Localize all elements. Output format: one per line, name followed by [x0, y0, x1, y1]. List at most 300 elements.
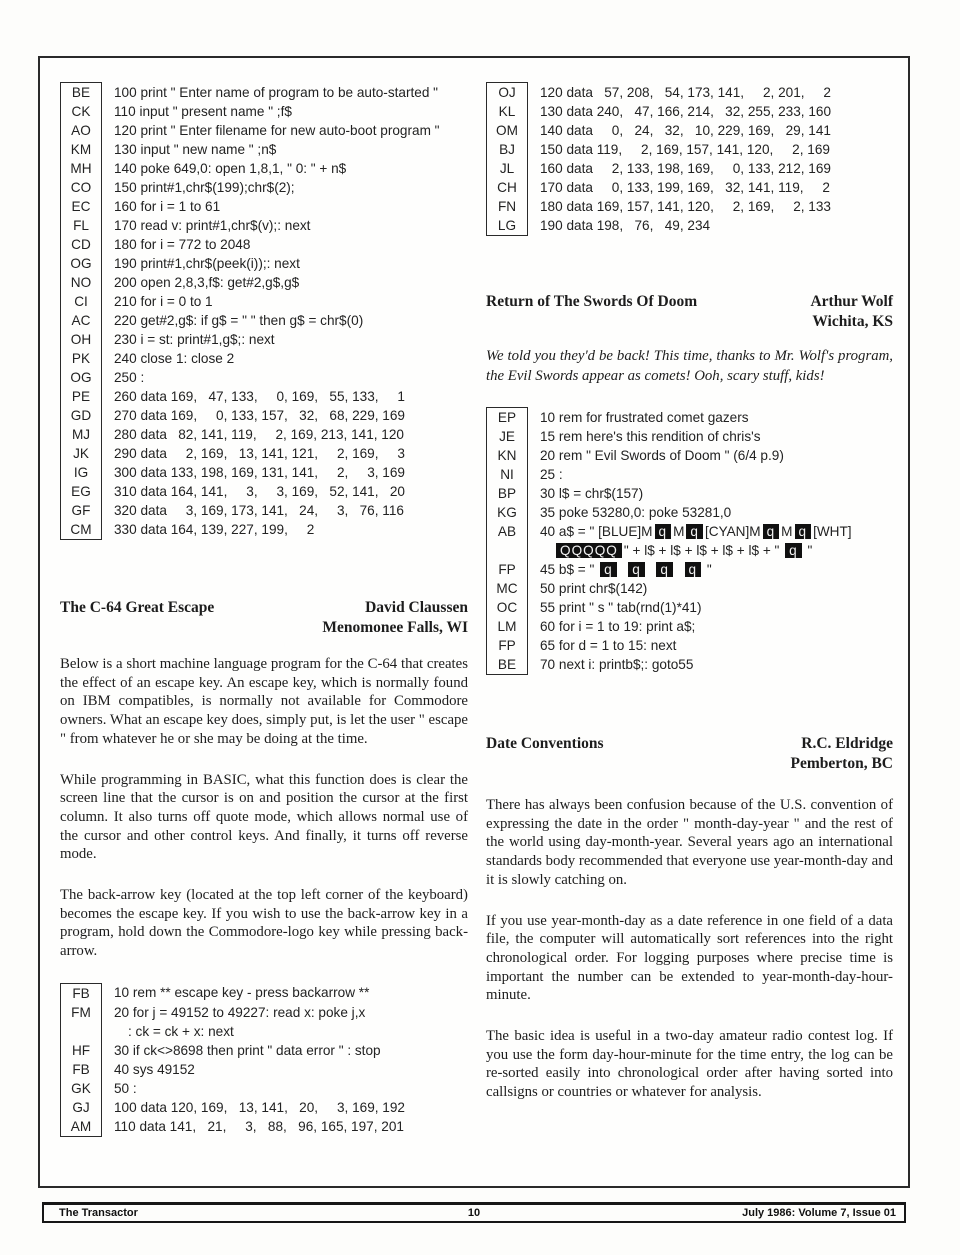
- listing-line-text: [102, 425, 441, 444]
- listing-row: [61, 1060, 406, 1079]
- checksum-code: OM: [487, 121, 528, 140]
- checksum-code: OH: [61, 330, 102, 349]
- listing-line-text: [528, 636, 853, 655]
- listing-row: [61, 311, 441, 330]
- checksum-code: OG: [61, 368, 102, 387]
- checksum-code: OJ: [487, 83, 528, 103]
- listing-line: [114, 254, 440, 273]
- listing-row: [61, 406, 441, 425]
- listing-line-text: [528, 655, 853, 675]
- listing-line: [114, 1079, 405, 1098]
- author-name: David Claussen: [365, 599, 468, 616]
- code-text: 150 print#1,chr$(199);chr$(2);: [114, 180, 295, 195]
- listing-line: [114, 1098, 405, 1117]
- code-text: 200 open 2,8,3,f$: get#2,g$,g$: [114, 275, 300, 290]
- checksum-code: EC: [61, 197, 102, 216]
- listing-line-text: [102, 216, 441, 235]
- reverse-video-character: q: [655, 524, 672, 539]
- code-text: 10 rem ** escape key - press backarrow **: [114, 985, 370, 1001]
- checksum-code: FB: [61, 983, 102, 1003]
- listing-line-text: [528, 83, 832, 103]
- checksum-code: CO: [61, 178, 102, 197]
- listing-row: [487, 522, 853, 560]
- checksum-code: BE: [487, 655, 528, 675]
- listing-line-text: [102, 520, 441, 540]
- checksum-code: FM: [61, 1003, 102, 1041]
- listing-line-text: [102, 1098, 406, 1117]
- paragraph: Below is a short machine language program for the C-64 that creates the effect of an escape key. An escape key, which is normally found on IBM compatibles, is normally not available for Commodore owners. What an escape key does, simply put, is let the user " escape " from whatever he or she may be doing at the time.: [60, 656, 468, 747]
- listing-line-text: [528, 446, 853, 465]
- code-text: ": [803, 543, 813, 558]
- listing-line-text: [102, 273, 441, 292]
- listing-row: [487, 83, 832, 103]
- listing-row: [61, 254, 441, 273]
- listing-row: [487, 427, 853, 446]
- code-text: 160 for i = 1 to 61: [114, 199, 221, 214]
- checksum-code: CH: [487, 178, 528, 197]
- checksum-code: BP: [487, 484, 528, 503]
- listing-row: [61, 501, 441, 520]
- listing-line-text: [102, 501, 441, 520]
- listing-line: [114, 273, 440, 292]
- article-intro-italic: We told you they'd be back! This time, thanks to Mr. Wolf's program, the Evil Swords appear as comets! Ooh, scary stuff, kids!: [486, 348, 893, 384]
- listing-wrapped-line: [540, 541, 852, 560]
- listing-row: [61, 463, 441, 482]
- listing-line: [540, 522, 852, 541]
- listing-line-text: [102, 1060, 406, 1079]
- code-text: 55 print " s " tab(rnd(1)*41): [540, 600, 702, 615]
- code-text: 130 input " new name " ;n$: [114, 142, 277, 157]
- listing-line-text: [528, 598, 853, 617]
- listing-row: [61, 482, 441, 501]
- listing-line: [540, 617, 852, 636]
- listing-line: [540, 178, 831, 197]
- checksum-code: GK: [61, 1079, 102, 1098]
- checksum-code: FP: [487, 636, 528, 655]
- listing-row: [487, 140, 832, 159]
- listing-row: [487, 121, 832, 140]
- listing-line: [540, 484, 852, 503]
- checksum-code: MJ: [61, 425, 102, 444]
- code-text: 65 for d = 1 to 15: next: [540, 638, 677, 653]
- listing-line: [114, 425, 440, 444]
- code-text: 310 data 164, 141, 3, 3, 169, 52, 141, 20: [114, 484, 405, 499]
- checksum-code: MC: [487, 579, 528, 598]
- listing-row: [487, 408, 853, 428]
- article-header-date-conventions: [486, 734, 893, 774]
- listing-line-text: [102, 1079, 406, 1098]
- listing-row: [61, 368, 441, 387]
- listing-line-text: [528, 465, 853, 484]
- code-text: 150 data 119, 2, 169, 157, 141, 120, 2, 169: [540, 142, 830, 157]
- listing-row: [61, 273, 441, 292]
- code-text: M: [781, 524, 793, 539]
- listing-line-text: [102, 159, 441, 178]
- checksum-code: JE: [487, 427, 528, 446]
- article-author: [322, 598, 468, 638]
- listing-line-text: [528, 617, 853, 636]
- reverse-video-character: q: [795, 524, 812, 539]
- checksum-code: CM: [61, 520, 102, 540]
- code-text: 320 data 3, 169, 173, 141, 24, 3, 76, 116: [114, 503, 404, 518]
- program-listing-autoboot: [60, 82, 441, 540]
- checksum-code: IG: [61, 463, 102, 482]
- listing-line: [114, 387, 440, 406]
- listing-row: [487, 465, 853, 484]
- listing-line-text: [528, 102, 832, 121]
- listing-line-text: [102, 349, 441, 368]
- listing-line-text: [102, 178, 441, 197]
- checksum-code: FP: [487, 560, 528, 579]
- code-text: 190 data 198, 76, 49, 234: [540, 218, 711, 233]
- code-text: 110 input " present name " ;f$: [114, 104, 292, 119]
- code-text: 280 data 82, 141, 119, 2, 169, 213, 141, 120: [114, 427, 404, 442]
- listing-line-text: [102, 387, 441, 406]
- checksum-code: FB: [61, 1060, 102, 1079]
- checksum-code: FN: [487, 197, 528, 216]
- listing-row: [61, 387, 441, 406]
- code-text: 290 data 2, 169, 13, 141, 121, 2, 169, 3: [114, 446, 405, 461]
- listing-line-text: [102, 463, 441, 482]
- code-text: 30 if ck<>8698 then print " data error " : stop: [114, 1042, 381, 1058]
- checksum-code: KG: [487, 503, 528, 522]
- listing-line: [114, 501, 440, 520]
- code-text: 35 poke 53280,0: poke 53281,0: [540, 505, 732, 520]
- reverse-video-character: q: [685, 562, 702, 577]
- code-text: " + l$ + l$ + l$ + l$ + l$ + ": [623, 543, 784, 558]
- checksum-code: MH: [61, 159, 102, 178]
- listing-row: [61, 425, 441, 444]
- listing-line: [540, 197, 831, 216]
- listing-line-text: [102, 330, 441, 349]
- listing-line: [540, 427, 852, 446]
- code-text: M: [673, 524, 685, 539]
- listing-row: [487, 216, 832, 236]
- listing-line: [114, 444, 440, 463]
- checksum-code: AM: [61, 1117, 102, 1137]
- listing-row: [61, 102, 441, 121]
- code-text: 30 l$ = chr$(157): [540, 486, 644, 501]
- code-text: 250 :: [114, 370, 145, 385]
- checksum-code: KL: [487, 102, 528, 121]
- code-text: 330 data 164, 139, 227, 199, 2: [114, 522, 315, 537]
- listing-line: [114, 292, 440, 311]
- checksum-code: PK: [61, 349, 102, 368]
- code-text: 170 read v: print#1,chr$(v);: next: [114, 218, 311, 233]
- author-location: Wichita, KS: [812, 313, 893, 330]
- listing-line-text: [528, 178, 832, 197]
- article-author: [810, 292, 893, 332]
- listing-line-text: [528, 484, 853, 503]
- listing-line: [540, 446, 852, 465]
- code-text: ": [703, 562, 712, 577]
- listing-row: [61, 178, 441, 197]
- listing-line-text: [528, 140, 832, 159]
- listing-line-text: [528, 560, 853, 579]
- checksum-code: GD: [61, 406, 102, 425]
- listing-row: [61, 197, 441, 216]
- checksum-code: CD: [61, 235, 102, 254]
- listing-line: [540, 465, 852, 484]
- listing-line: [114, 197, 440, 216]
- checksum-code: KM: [61, 140, 102, 159]
- reverse-video-character: q: [600, 562, 617, 577]
- listing-line-text: [528, 427, 853, 446]
- listing-line: [114, 159, 440, 178]
- reverse-video-character: q: [763, 524, 780, 539]
- listing-row: [61, 520, 441, 540]
- listing-row: [487, 503, 853, 522]
- listing-line: [114, 1117, 406, 1136]
- listing-line: [540, 598, 852, 617]
- listing-row: [61, 1003, 406, 1041]
- checksum-code: GF: [61, 501, 102, 520]
- article-author: [791, 734, 893, 774]
- listing-line: [114, 1003, 405, 1022]
- listing-line-text: [102, 406, 441, 425]
- checksum-code: BE: [61, 83, 102, 103]
- footer-page-number: 10: [467, 1207, 481, 1219]
- checksum-code: BJ: [487, 140, 528, 159]
- checksum-code: EP: [487, 408, 528, 428]
- listing-line: [114, 83, 440, 102]
- listing-row: [61, 330, 441, 349]
- checksum-code: EG: [61, 482, 102, 501]
- program-listing-evil-swords: [486, 407, 853, 675]
- reverse-video-character: q: [628, 562, 645, 577]
- listing-line-text: [102, 83, 441, 103]
- checksum-code: CK: [61, 102, 102, 121]
- code-text: 120 data 57, 208, 54, 173, 141, 2, 201, 2: [540, 84, 831, 100]
- code-text: 270 data 169, 0, 133, 157, 32, 68, 229, 169: [114, 408, 405, 423]
- program-listing-escape-key: [60, 983, 406, 1137]
- checksum-code: JK: [61, 444, 102, 463]
- listing-row: [487, 484, 853, 503]
- code-text: [CYAN]M: [704, 524, 761, 539]
- listing-line-text: [528, 216, 832, 236]
- article-body-date-conventions: [486, 796, 893, 1102]
- code-text: 210 for i = 0 to 1: [114, 294, 213, 309]
- listing-line: [114, 406, 440, 425]
- code-text: 130 data 240, 47, 166, 214, 32, 255, 233, 160: [540, 104, 831, 119]
- code-text: 180 data 169, 157, 141, 120, 2, 169, 2, 133: [540, 199, 831, 214]
- listing-line: [114, 330, 440, 349]
- footer-issue: July 1986: Volume 7, Issue 01: [742, 1207, 896, 1219]
- code-text: 180 for i = 772 to 2048: [114, 237, 251, 252]
- listing-row: [487, 159, 832, 178]
- code-text: 100 print " Enter name of program to be auto-started ": [114, 84, 438, 100]
- listing-line: [540, 408, 852, 427]
- listing-line: [114, 463, 440, 482]
- listing-line: [540, 159, 831, 178]
- listing-row: [487, 446, 853, 465]
- article-body-great-escape: [60, 655, 468, 961]
- listing-row: [61, 83, 441, 103]
- listing-line-text: [102, 197, 441, 216]
- listing-row: [487, 178, 832, 197]
- code-text: 140 poke 649,0: open 1,8,1, " 0: " + n$: [114, 161, 347, 176]
- listing-line-text: [102, 102, 441, 121]
- listing-row: [487, 617, 853, 636]
- code-text: 20 for j = 49152 to 49227: read x: poke j,x: [114, 1004, 366, 1020]
- listing-row: [61, 444, 441, 463]
- listing-line: [540, 503, 852, 522]
- code-text: 50 print chr$(142): [540, 581, 648, 596]
- code-text: 25 :: [540, 467, 563, 482]
- listing-line: [540, 121, 831, 140]
- listing-row: [61, 983, 406, 1003]
- listing-row: [487, 598, 853, 617]
- checksum-code: OG: [61, 254, 102, 273]
- listing-row: [61, 1117, 406, 1137]
- listing-row: [487, 636, 853, 655]
- checksum-code: KN: [487, 446, 528, 465]
- listing-line: [540, 216, 832, 235]
- article-title: Date Conventions: [486, 735, 604, 752]
- listing-line: [540, 83, 831, 102]
- author-name: Arthur Wolf: [810, 293, 893, 310]
- code-text: 45 b$ = ": [540, 562, 599, 577]
- listing-wrapped-line: [114, 1022, 405, 1041]
- footer-bar: [42, 1202, 906, 1223]
- code-text: 230 i = st: print#1,g$;: next: [114, 332, 275, 347]
- listing-line: [114, 140, 440, 159]
- code-text: 40 sys 49152: [114, 1061, 195, 1077]
- checksum-code: JL: [487, 159, 528, 178]
- listing-row: [61, 235, 441, 254]
- checksum-code: AB: [487, 522, 528, 560]
- right-column: [486, 82, 893, 1124]
- checksum-code: NI: [487, 465, 528, 484]
- paragraph: There has always been confusion because of the U.S. convention of expressing the date in the order " month-day-year " and the rest of the world using day-month-year. Several years ago an international standards body recommended that everyone use year-month-day and it is slowly catching on.: [486, 797, 893, 888]
- code-text: 190 print#1,chr$(peek(i));: next: [114, 256, 300, 271]
- paragraph: If you use year-month-day as a date reference in one field of a data file, the computer will automatically sort references into the right chronological order. For logging purposes where precise time is important the number can be extended to year-month-day-hour-minute.: [486, 912, 893, 1004]
- listing-line: [114, 1060, 405, 1079]
- listing-line-text: [528, 408, 853, 428]
- code-text: [619, 562, 627, 577]
- code-text: 10 rem for frustrated comet gazers: [540, 409, 749, 425]
- listing-row: [61, 1079, 406, 1098]
- listing-row: [61, 1041, 406, 1060]
- checksum-code: LM: [487, 617, 528, 636]
- listing-line-text: [102, 1041, 406, 1060]
- listing-line-text: [102, 140, 441, 159]
- listing-line-text: [102, 444, 441, 463]
- reverse-video-character: q: [656, 562, 673, 577]
- listing-line: [114, 178, 440, 197]
- listing-line-text: [102, 368, 441, 387]
- code-text: 300 data 133, 198, 169, 131, 141, 2, 3, 169: [114, 465, 405, 480]
- listing-line-text: [102, 311, 441, 330]
- checksum-code: PE: [61, 387, 102, 406]
- listing-line-text: [528, 197, 832, 216]
- listing-row: [61, 292, 441, 311]
- article-header-great-escape: [60, 598, 468, 638]
- listing-line-text: [102, 292, 441, 311]
- code-text: 160 data 2, 133, 198, 169, 0, 133, 212, 169: [540, 161, 831, 176]
- author-name: R.C. Eldridge: [801, 735, 893, 752]
- listing-line: [540, 655, 852, 674]
- code-text: 260 data 169, 47, 133, 0, 169, 55, 133, 1: [114, 389, 405, 404]
- code-text: 60 for i = 1 to 19: print a$;: [540, 619, 696, 634]
- article-header-swords-of-doom: [486, 292, 893, 332]
- code-text: 140 data 0, 24, 32, 10, 229, 169, 29, 141: [540, 123, 831, 138]
- listing-row: [61, 121, 441, 140]
- code-text: 100 data 120, 169, 13, 141, 20, 3, 169, 192: [114, 1099, 405, 1115]
- left-column: [60, 82, 468, 1137]
- checksum-code: FL: [61, 216, 102, 235]
- listing-row: [487, 579, 853, 598]
- listing-row: [61, 1098, 406, 1117]
- listing-line: [114, 368, 440, 387]
- listing-line: [114, 349, 440, 368]
- reverse-video-character: q: [785, 543, 802, 558]
- listing-line: [114, 235, 440, 254]
- code-text: 120 print " Enter filename for new auto-boot program ": [114, 123, 440, 138]
- code-text: 220 get#2,g$: if g$ = " " then g$ = chr$(0): [114, 313, 364, 328]
- listing-line-text: [102, 254, 441, 273]
- listing-row: [61, 159, 441, 178]
- code-text: 20 rem " Evil Swords of Doom " (6/4 p.9): [540, 448, 784, 463]
- code-text: 240 close 1: close 2: [114, 351, 235, 366]
- checksum-code: HF: [61, 1041, 102, 1060]
- code-text: : ck = ck + x: next: [128, 1023, 234, 1039]
- article-title: The C-64 Great Escape: [60, 599, 215, 616]
- listing-line: [540, 579, 852, 598]
- listing-line: [114, 520, 440, 539]
- checksum-code: AO: [61, 121, 102, 140]
- checksum-code: NO: [61, 273, 102, 292]
- listing-line: [114, 121, 440, 140]
- code-text: [WHT]: [813, 524, 852, 539]
- code-text: 50 :: [114, 1080, 137, 1096]
- checksum-code: GJ: [61, 1098, 102, 1117]
- program-listing-data-continued: [486, 82, 832, 236]
- listing-row: [61, 140, 441, 159]
- listing-row: [61, 216, 441, 235]
- article-title: Return of The Swords Of Doom: [486, 293, 698, 310]
- listing-row: [487, 560, 853, 579]
- author-location: Menomonee Falls, WI: [322, 619, 468, 636]
- listing-line-text: [102, 1117, 406, 1137]
- listing-line-text: [528, 503, 853, 522]
- code-text: 70 next i: printb$;: goto55: [540, 657, 694, 672]
- checksum-code: CI: [61, 292, 102, 311]
- checksum-code: LG: [487, 216, 528, 236]
- listing-line: [540, 102, 831, 121]
- listing-line: [540, 560, 852, 579]
- listing-row: [487, 102, 832, 121]
- listing-line-text: [102, 482, 441, 501]
- listing-line: [114, 311, 440, 330]
- checksum-code: OC: [487, 598, 528, 617]
- listing-line: [540, 140, 831, 159]
- listing-line: [114, 1041, 405, 1060]
- listing-line: [114, 216, 440, 235]
- listing-line-text: [528, 121, 832, 140]
- listing-line-text: [102, 235, 441, 254]
- reverse-video-character: QQQQQ: [556, 543, 622, 558]
- code-text: 15 rem here's this rendition of chris's: [540, 429, 761, 444]
- code-text: [647, 562, 655, 577]
- author-location: Pemberton, BC: [790, 755, 893, 772]
- footer-magazine-name: The Transactor: [59, 1207, 138, 1219]
- listing-line-text: [528, 159, 832, 178]
- listing-line: [540, 636, 852, 655]
- listing-row: [487, 197, 832, 216]
- paragraph: The back-arrow key (located at the top left corner of the keyboard) becomes the escape key. If you wish to use the back-arrow key in a program, hold down the Commodore-logo key while pressing back-arrow.: [60, 887, 468, 960]
- listing-line-text: [102, 121, 441, 140]
